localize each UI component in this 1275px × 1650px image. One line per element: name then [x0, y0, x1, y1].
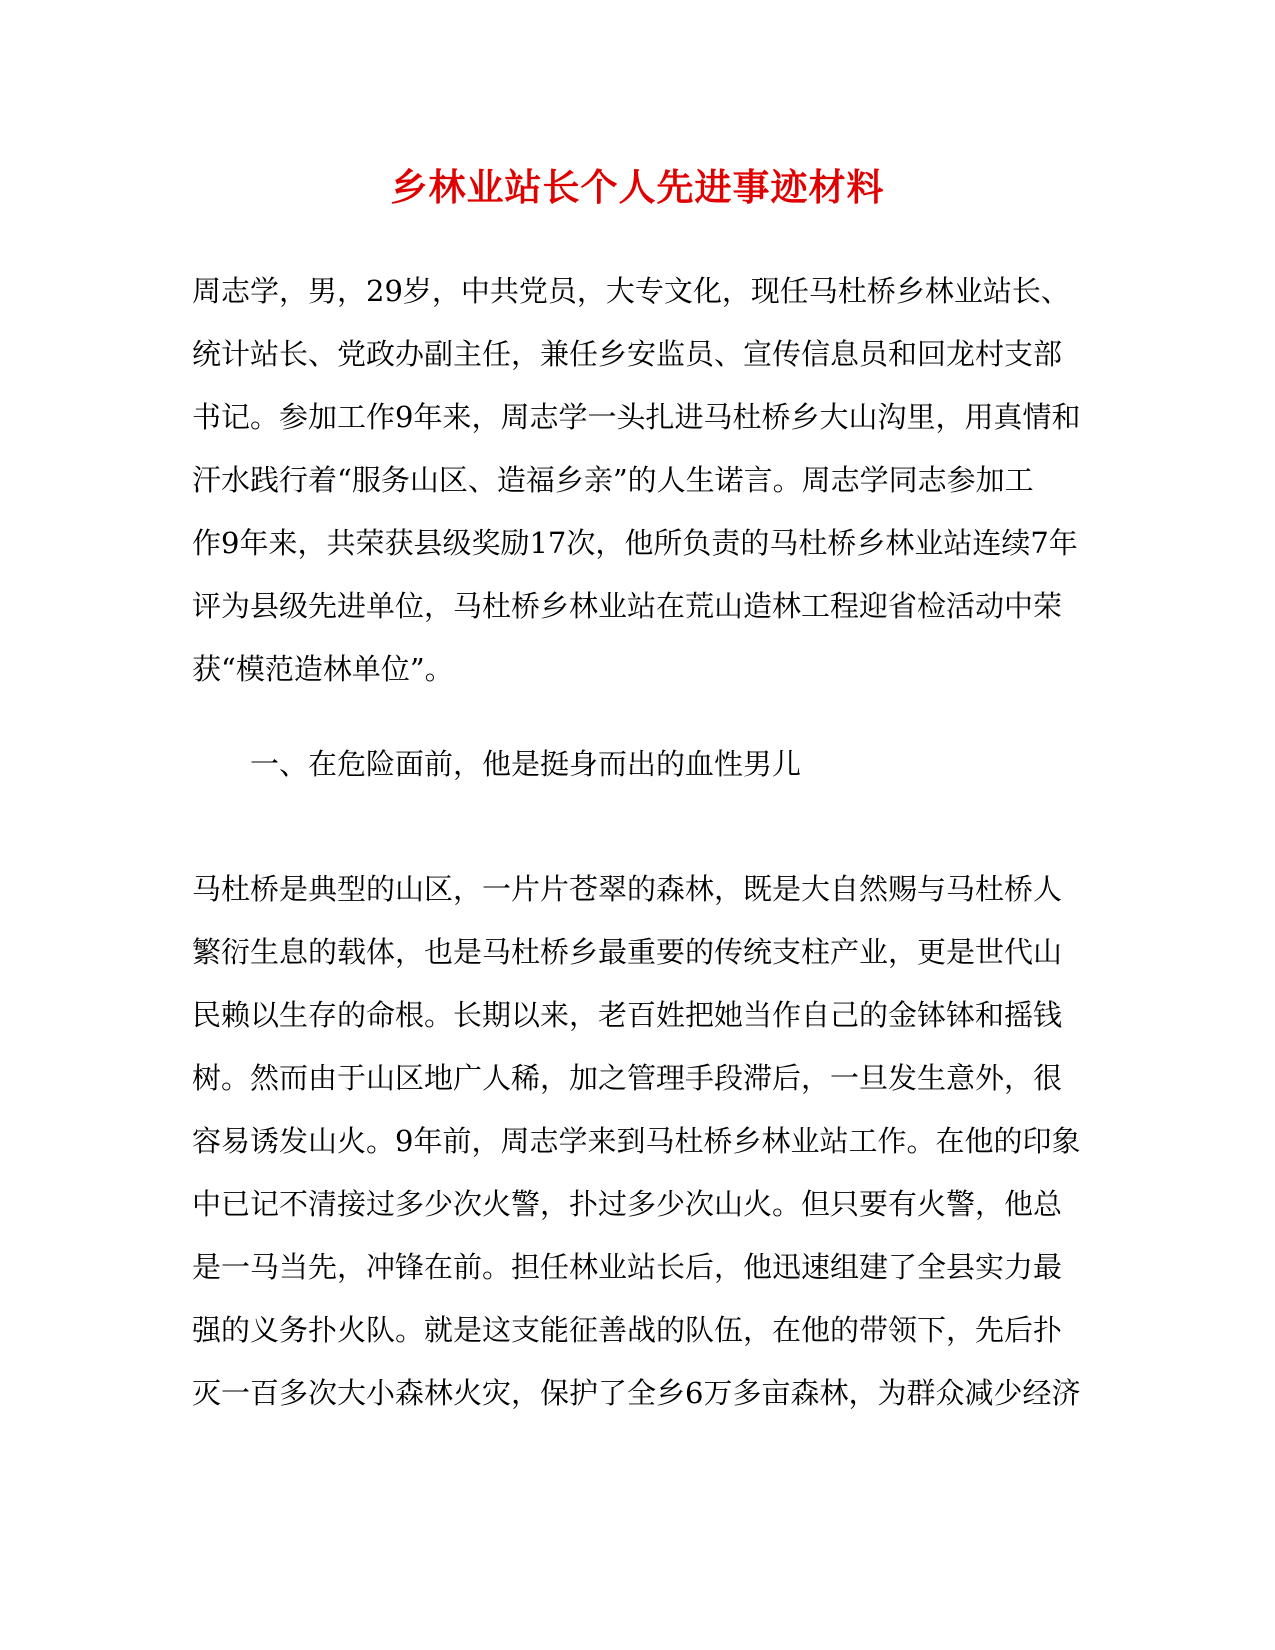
text-line: 书记。参加工作9年来，周志学一头扎进马杜桥乡大山沟里，用真情和: [192, 400, 1081, 434]
text-line: 灭一百多次大小森林火灾，保护了全乡6万多亩森林，为群众减少经济: [192, 1376, 1081, 1410]
text-line: 获“模范造林单位”。: [192, 652, 454, 686]
text-line: 马杜桥是典型的山区，一片片苍翠的森林，既是大自然赐与马杜桥人: [192, 872, 1063, 906]
document-title: 乡林业站长个人先进事迹材料: [390, 165, 885, 209]
intro-paragraph: [192, 260, 1092, 701]
text-line: 周志学，男，29岁，中共党员，大专文化，现任马杜桥乡林业站长、: [192, 274, 1070, 308]
text-line: 作9年来，共荣获县级奖励17次，他所负责的马杜桥乡林业站连续7年: [192, 526, 1078, 560]
section-heading: 一、在危险面前，他是挺身而出的血性男儿: [250, 747, 802, 781]
text-line: 评为县级先进单位，马杜桥乡林业站在荒山造林工程迎省检活动中荣: [192, 589, 1063, 623]
text-line: 容易诱发山火。9年前，周志学来到马杜桥乡林业站工作。在他的印象: [192, 1124, 1081, 1158]
text-line: 强的义务扑火队。就是这支能征善战的队伍，在他的带领下，先后扑: [192, 1313, 1063, 1347]
text-line: 汗水践行着“服务山区、造福乡亲”的人生诺言。周志学同志参加工: [192, 463, 1034, 497]
text-line: 繁衍生息的载体，也是马杜桥乡最重要的传统支柱产业，更是世代山: [192, 935, 1063, 969]
text-line: 是一马当先，冲锋在前。担任林业站长后，他迅速组建了全县实力最: [192, 1250, 1063, 1284]
section-paragraph: [192, 858, 1092, 1425]
text-line: 统计站长、党政办副主任，兼任乡安监员、宣传信息员和回龙村支部: [192, 337, 1063, 371]
text-line: 民赖以生存的命根。长期以来，老百姓把她当作自己的金钵钵和摇钱: [192, 998, 1063, 1032]
text-line: 中已记不清接过多少次火警，扑过多少次山火。但只要有火警，他总: [192, 1187, 1063, 1221]
text-line: 树。然而由于山区地广人稀，加之管理手段滞后，一旦发生意外，很: [192, 1061, 1063, 1095]
